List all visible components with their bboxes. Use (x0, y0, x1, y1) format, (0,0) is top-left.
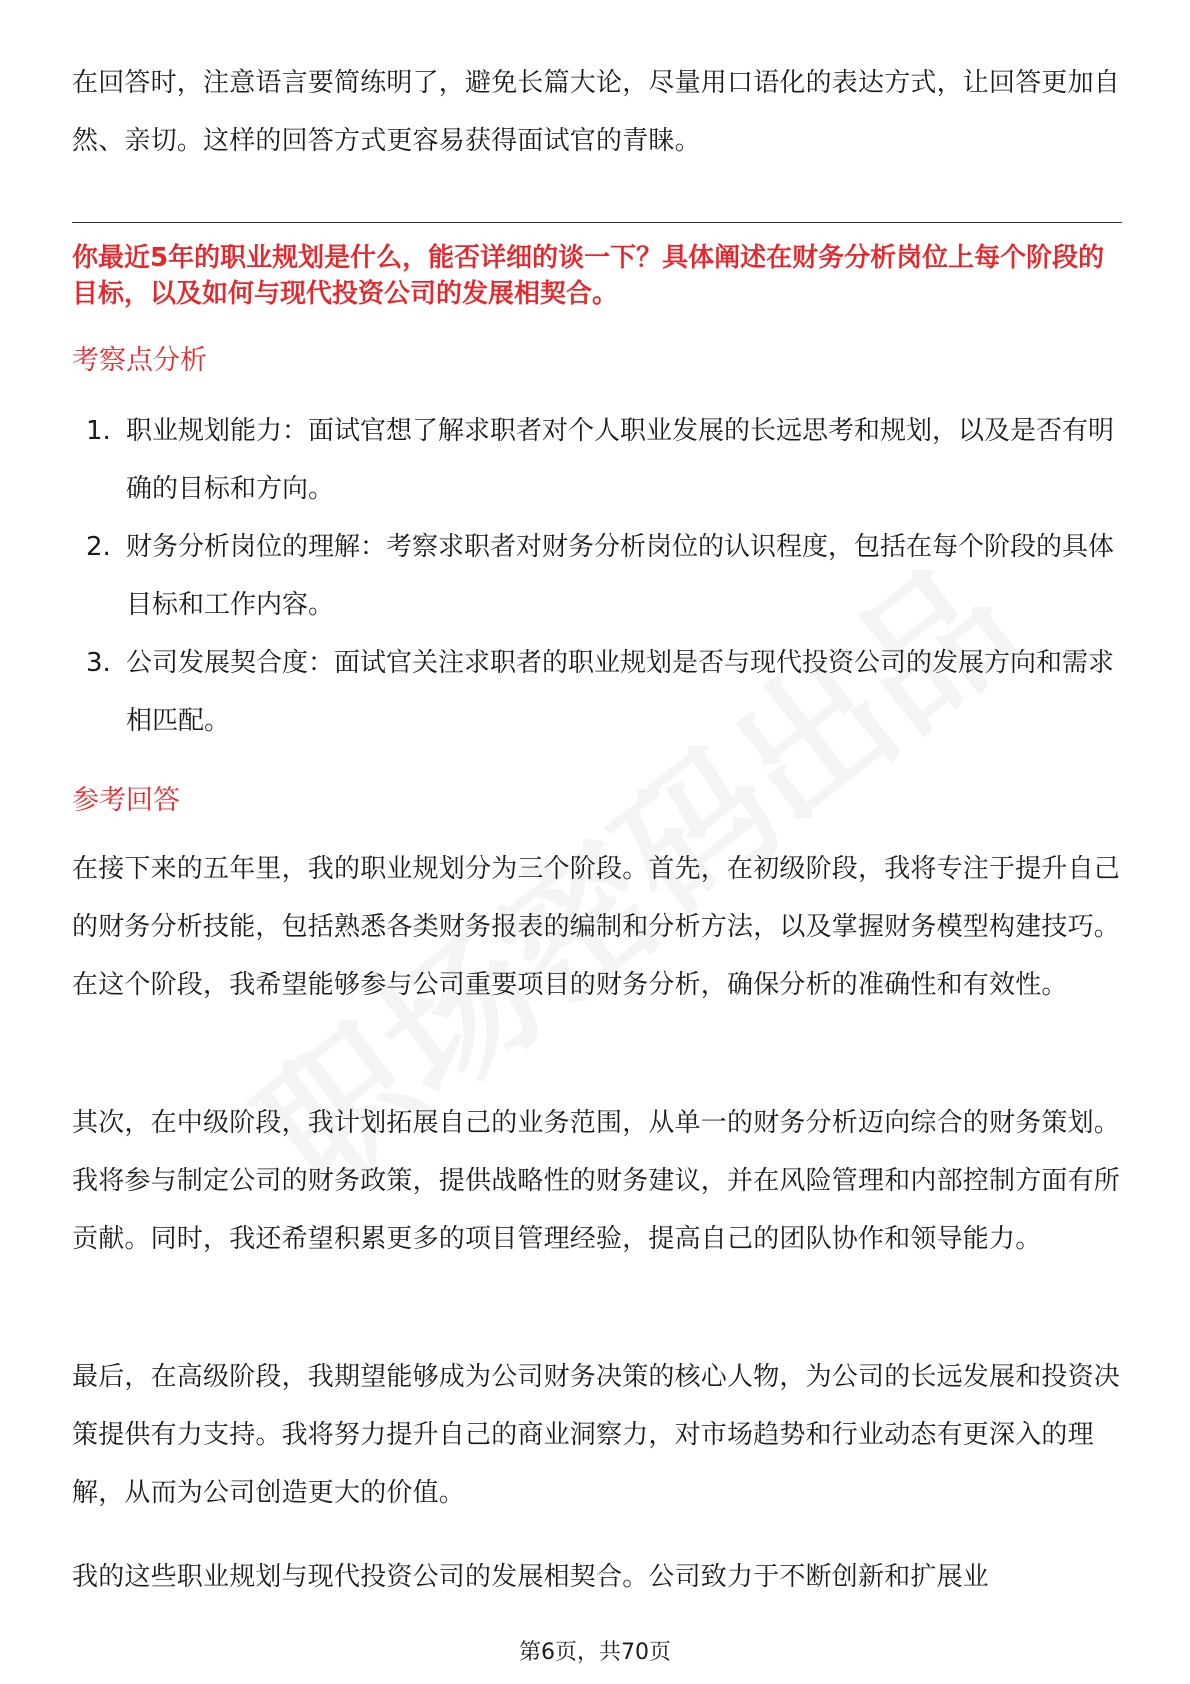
section-divider (72, 222, 1122, 223)
interview-question: 你最近5年的职业规划是什么，能否详细的谈一下？具体阐述在财务分析岗位上每个阶段的目标，以及如何与现代投资公司的发展相契合。 (72, 243, 1105, 309)
list-item-number: 3. (86, 648, 111, 678)
answer-paragraph: 在接下来的五年里，我的职业规划分为三个阶段。首先，在初级阶段，我将专注于提升自己的财务分析技能，包括熟悉各类财务报表的编制和分析方法，以及掌握财务模型构建技巧。在这个阶段，我希望能够参与公司重要项目的财务分析，确保分析的准确性和有效性。 (72, 854, 1121, 1000)
list-item-number: 2. (86, 532, 111, 562)
answer-paragraph: 其次，在中级阶段，我计划拓展自己的业务范围，从单一的财务分析迈向综合的财务策划。我将参与制定公司的财务政策，提供战略性的财务建议，并在风险管理和内部控制方面有所贡献。同时，我还希望积累更多的项目管理经验，提高自己的团队协作和领导能力。 (72, 1108, 1121, 1254)
analysis-list (72, 402, 1122, 750)
list-item (72, 518, 1122, 634)
answer-paragraph: 最后，在高级阶段，我期望能够成为公司财务决策的核心人物，为公司的长远发展和投资决策提供有力支持。我将努力提升自己的商业洞察力，对市场趋势和行业动态有更深入的理解，从而为公司创造更大的价值。 (72, 1362, 1121, 1508)
analysis-heading: 考察点分析 (72, 345, 207, 376)
list-item-text: 职业规划能力：面试官想了解求职者对个人职业发展的长远思考和规划，以及是否有明确的目标和方向。 (126, 416, 1115, 504)
answer-paragraph: 我的这些职业规划与现代投资公司的发展相契合。公司致力于不断创新和扩展业 (72, 1562, 990, 1592)
page-number: 第6页，共70页 (519, 1640, 671, 1665)
list-item (72, 634, 1122, 750)
list-item-text: 公司发展契合度：面试官关注求职者的职业规划是否与现代投资公司的发展方向和需求相匹配。 (126, 648, 1115, 736)
list-item-text: 财务分析岗位的理解：考察求职者对财务分析岗位的认识程度，包括在每个阶段的具体目标和工作内容。 (126, 532, 1115, 620)
list-item (72, 402, 1122, 518)
list-item-number: 1. (86, 416, 111, 446)
intro-paragraph: 在回答时，注意语言要简练明了，避免长篇大论，尽量用口语化的表达方式，让回答更加自然、亲切。这样的回答方式更容易获得面试官的青睐。 (72, 68, 1121, 156)
answer-heading: 参考回答 (72, 785, 180, 816)
